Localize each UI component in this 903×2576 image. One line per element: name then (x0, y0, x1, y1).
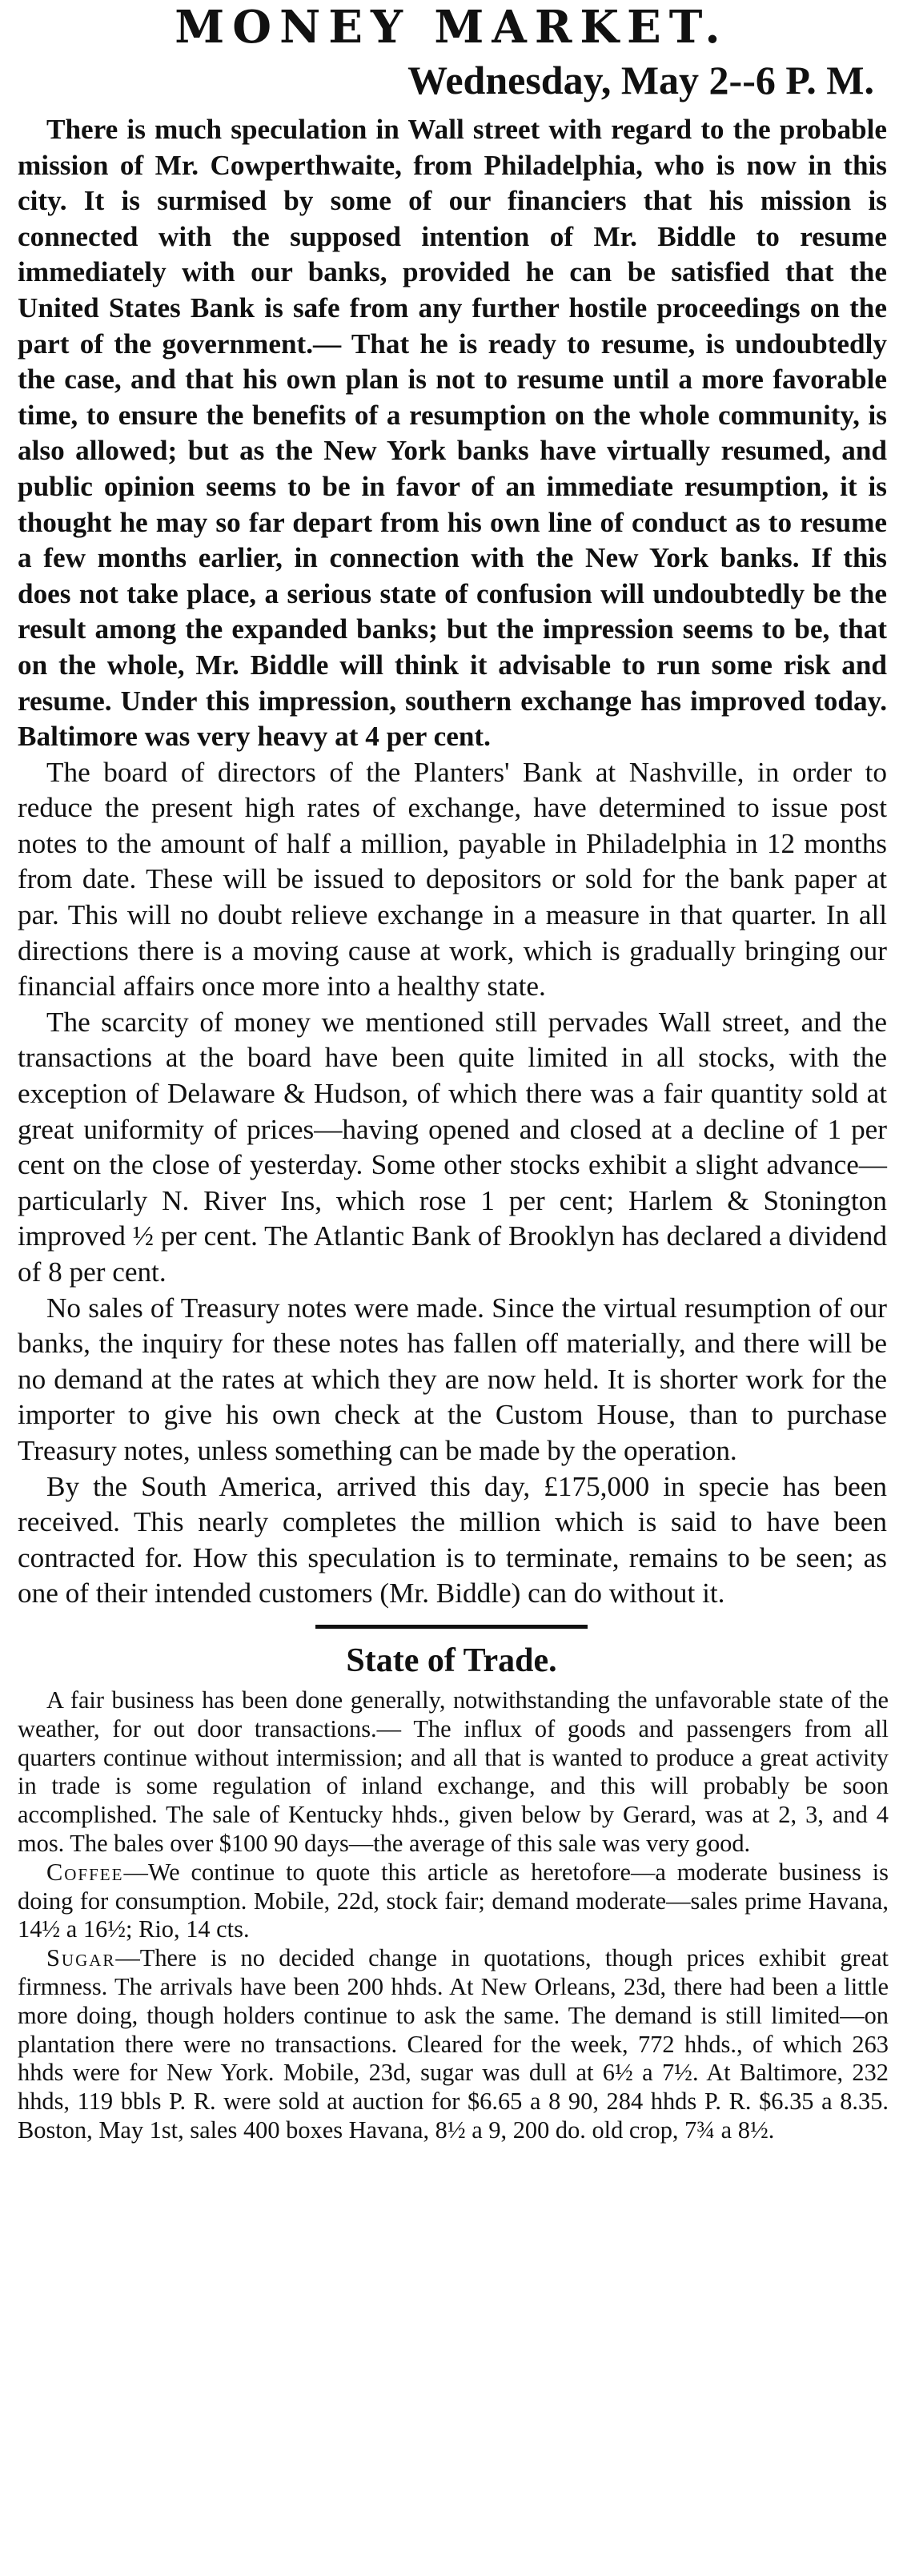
trade-paragraph-sugar (0, 1944, 903, 2145)
trade-lead-sugar: Sugar (46, 1944, 116, 1972)
article-paragraph-4: No sales of Treasury notes were made. Since the virtual resumption of our banks, the inquiry for these notes has fallen off materially, and there will be no demand at the rates at which they are now held. It is shorter work for the importer to give his own check at the Custom House, than to purchase Treasury notes, unless something can be made by the operation. (18, 1292, 887, 1466)
trade-paragraph-text: —We continue to quote this article as heretofore—a moderate business is doing for consumption. Mobile, 22d, stock fair; demand moderate—sales prime Havana, 14½ a 16½; Rio, 14 cts. (18, 1858, 889, 1943)
article-paragraph-3: The scarcity of money we mentioned still pervades Wall street, and the transactions at the board have been quite limited in all stocks, with the exception of Delaware & Hudson, of which there was a fair quantity sold at great uniformity of prices—having opened and closed at a decline of 1 per cent on the close of yesterday. Some other stocks exhibit a slight advance—particularly N. River Ins, which rose 1 per cent; Harlem & Stonington improved ½ per cent. The Atlantic Bank of Brooklyn has declared a dividend of 8 per cent. (18, 1006, 887, 1288)
section-title: State of Trade. (346, 1642, 557, 1679)
section-heading: MONEY MARKET. (175, 1, 728, 54)
section-divider (315, 1625, 588, 1629)
article-paragraph-1: There is much speculation in Wall street with regard to the probable mission of Mr. Cowperthwaite, from Philadelphia, who is now in this city. It is surmised by some of our financiers that his mission is connected with the supposed intention of Mr. Biddle to resume immediately with our banks, provided he can be satisfied that the United States Bank is safe from any further hostile proceedings on the part of the government.— That he is ready to resume, is undoubtedly the case, and that his own plan is not to resume until a more favorable time, to ensure the benefits of a resumption on the whole community, is also allowed; but as the New York banks have virtually resumed, and public opinion seems to be in favor of an immediate resumption, it is thought he may so far depart from his own line of conduct as to resume a few months earlier, in connection with the New York banks. If this does not take place, a serious state of confusion will undoubtedly be the result among the expanded banks; but the impression seems to be, that on the whole, Mr. Biddle will think it advisable to run some risk and resume. Under this impression, southern exchange has improved today. Baltimore was very heavy at 4 per cent. (18, 114, 887, 753)
trade-paragraph-text: A fair business has been done generally, notwithstanding the unfavorable state of the weather, for out door transactions.— The influx of goods and passengers from all quarters continue without intermission; and all that is wanted to produce a great activity in trade is some regulation of inland exchange, and this will probably be soon accomplished. The sale of Kentucky hhds., given below by Gerard, was at 2, 3, and 4 mos. The bales over $100 90 days—the average of this sale was very good. (18, 1686, 889, 1857)
article-paragraph-5: By the South America, arrived this day, £175,000 in specie has been received. This nearly completes the million which is said to have been contracted for. How this speculation is to terminate, remains to be seen; as one of their intended customers (Mr. Biddle) can do without it. (18, 1470, 887, 1609)
dateline: Wednesday, May 2--6 P. M. (407, 58, 874, 102)
trade-paragraph-text: —There is no decided change in quotations, though prices exhibit great firmness. The arrivals have been 200 hhds. At New Orleans, 23d, there had been a little more doing, though holders continue to ask the same. The demand is still limited—on plantation there were no transactions. Cleared for the week, 772 hhds., of which 263 hhds were for New York. Mobile, 23d, sugar was dull at 6½ a 7½. At Baltimore, 232 hhds, 119 bbls P. R. were sold at auction for $6.65 a 8 90, 284 hhds P. R. $6.35 a 8.35. Boston, May 1st, sales 400 boxes Havana, 8½ a 9, 200 do. old crop, 7¾ a 8½. (18, 1944, 889, 2144)
trade-paragraph-general (0, 1686, 903, 1859)
state-of-trade-article (0, 1640, 903, 2145)
trade-paragraph-coffee (0, 1859, 903, 1944)
article-paragraph-2: The board of directors of the Planters' Bank at Nashville, in order to reduce the present high rates of exchange, have determined to issue post notes to the amount of half a million, payable in Philadelphia in 12 months from date. These will be issued to depositors or sold for the bank paper at par. This will no doubt relieve exchange in a measure in that quarter. In all directions there is a moving cause at work, which is gradually bringing our financial affairs once more into a healthy state. (18, 756, 887, 1003)
trade-lead-coffee: Coffee (46, 1858, 124, 1886)
money-market-article (0, 112, 903, 1612)
